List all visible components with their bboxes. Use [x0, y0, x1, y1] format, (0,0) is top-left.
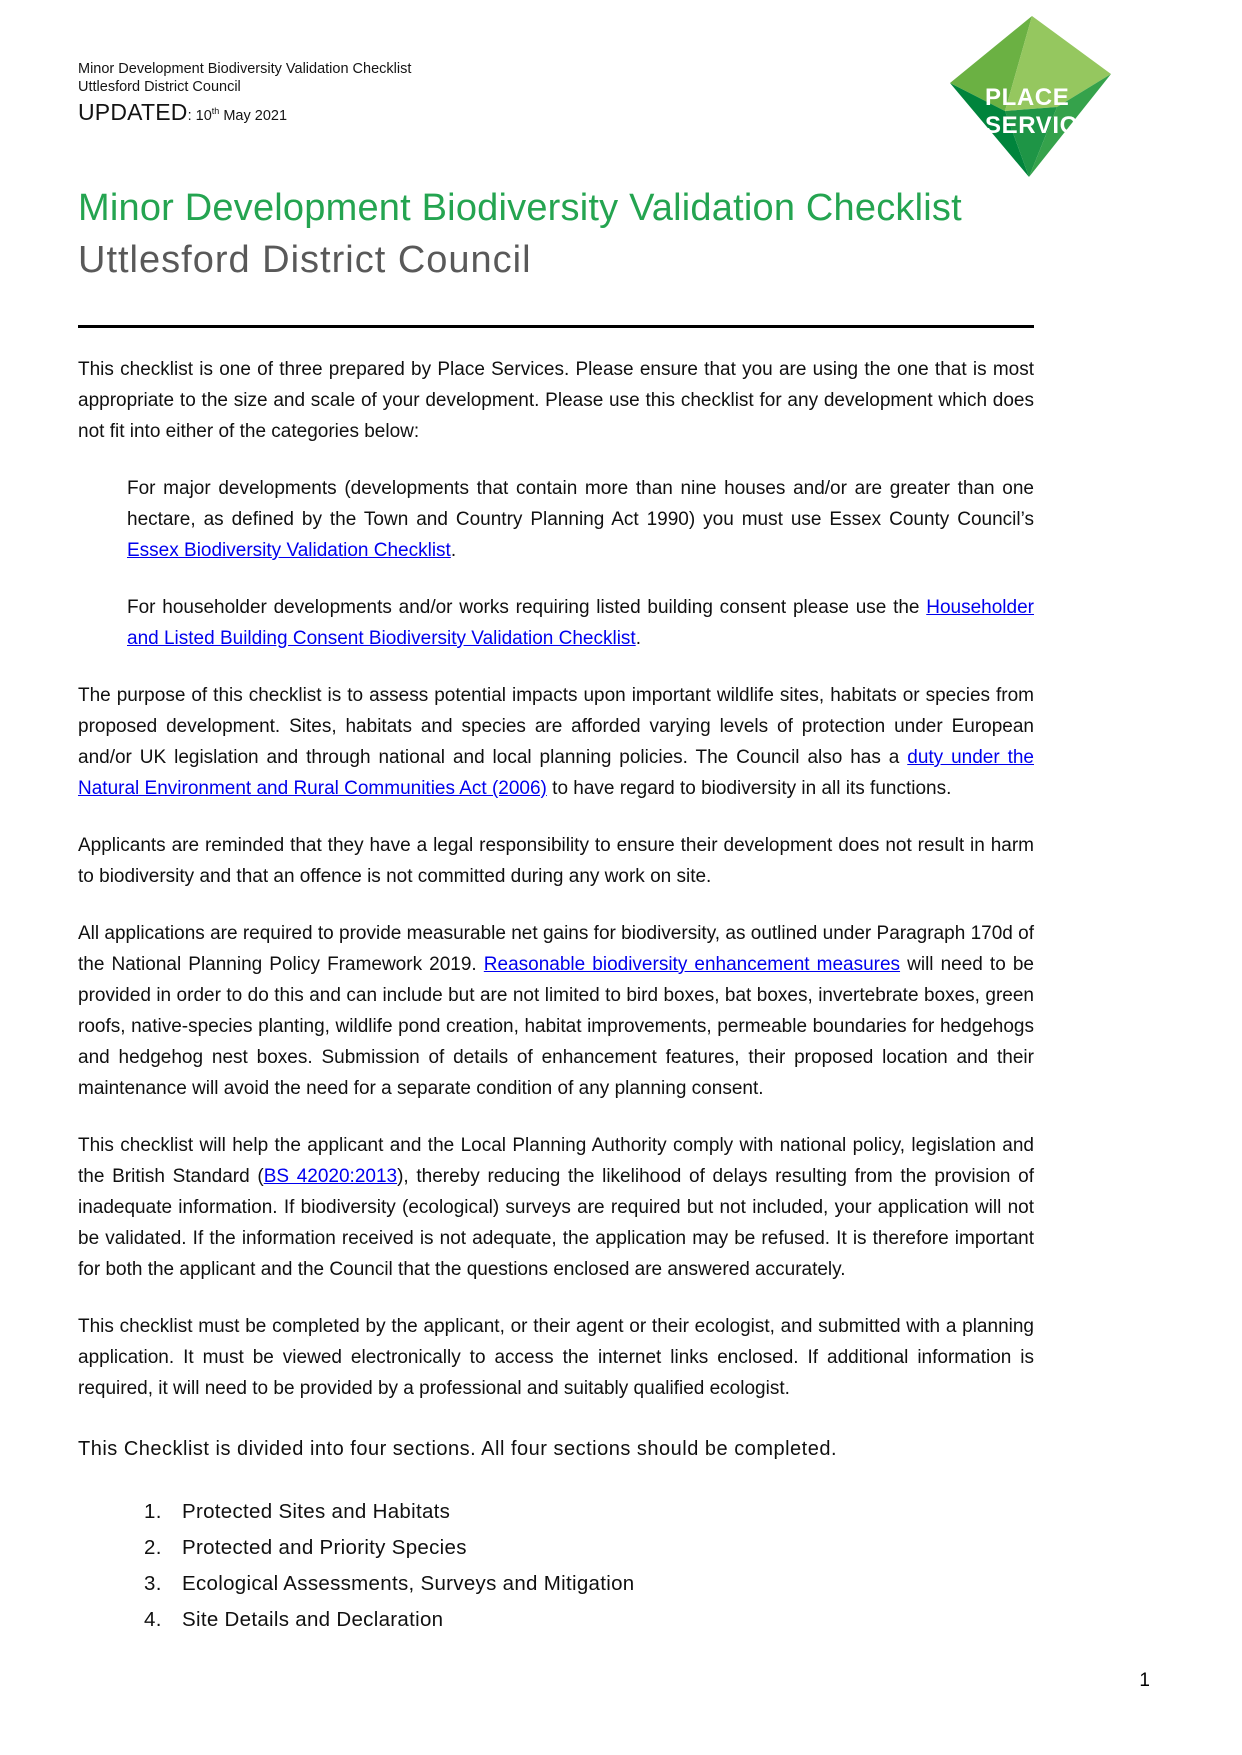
updated-date-ordinal: th [211, 106, 220, 116]
purpose-text-post: to have regard to biodiversity in all its functions. [546, 778, 952, 799]
page-title: Minor Development Biodiversity Validation Checklist [78, 187, 962, 229]
page-number: 1 [1139, 1670, 1150, 1691]
completion-paragraph: This checklist must be completed by the applicant, or their agent or their ecologist, and submitted with a planning application. It must be viewed electronically to access the internet links enclosed. If additional information is required, it will need to be provided by a professional and suitably qualified ecologist. [78, 1316, 1034, 1399]
meta-updated [78, 98, 411, 129]
logo-word-place: PLACE [985, 84, 1070, 111]
section-label: Protected and Priority Species [182, 1536, 467, 1559]
essex-biodiversity-checklist-link[interactable]: Essex Biodiversity Validation Checklist [127, 540, 451, 561]
page-subtitle: Uttlesford District Council [78, 239, 532, 281]
meta-title: Minor Development Biodiversity Validation Checklist [78, 61, 412, 77]
major-text-pre: For major developments (developments that contain more than nine houses and/or are greater than one hectare, as defined by the Town and Country Planning Act 1990) you must use Essex County Council’s [127, 478, 1034, 530]
purpose-paragraph [78, 680, 1034, 804]
section-item-protected-sites [144, 1499, 1034, 1525]
standard-text-pre: This checklist will help the applicant and the Local Planning Authority comply with national policy, legislation and the British Standard ( [78, 1135, 1034, 1187]
section-number: 1. [144, 1500, 162, 1523]
legal-responsibility-paragraph: Applicants are reminded that they have a legal responsibility to ensure their development does not result in harm to biodiversity and that an offence is not committed during any work on site. [78, 835, 1034, 887]
intro-paragraph: This checklist is one of three prepared by Place Services. Please ensure that you are using the one that is most appropriate to the size and scale of your development. Please use this checklist for any development which does not fit into either of the categories below: [78, 359, 1034, 442]
sections-heading: This Checklist is divided into four sections. All four sections should be completed. [78, 1438, 838, 1460]
meta-council: Uttlesford District Council [78, 79, 241, 95]
enhancement-measures-link[interactable]: Reasonable biodiversity enhancement measures [483, 954, 901, 975]
title-divider [78, 325, 1034, 328]
section-item-protected-species [144, 1535, 1034, 1561]
householder-checklist-link[interactable]: Householder and Listed Building Consent Biodiversity Validation Checklist [127, 597, 1034, 649]
bs-42020-link[interactable]: BS 42020:2013 [263, 1166, 398, 1187]
major-developments-paragraph [127, 473, 1034, 566]
standard-text-post: ), thereby reducing the likelihood of delays resulting from the provision of inadequate information. If biodiversity (ecological) surveys are required but not included, your application will not be validated. If the information received is not adequate, the application may be refused. It is therefore important for both the applicant and the Council that the questions enclosed are answered accurately. [78, 1166, 1034, 1280]
section-number: 3. [144, 1572, 162, 1595]
householder-text-post: . [635, 628, 641, 649]
document-meta [78, 60, 411, 129]
purpose-text-pre: The purpose of this checklist is to assess potential impacts upon important wildlife sites, habitats or species from proposed development. Sites, habitats and species are afforded varying levels of protection under European and/or UK legislation and through national and local planning policies. The Council also has a [78, 685, 1034, 768]
section-number: 2. [144, 1536, 162, 1559]
section-number: 4. [144, 1608, 162, 1631]
net-gains-paragraph [78, 918, 1034, 1104]
section-item-ecological-assessments [144, 1571, 1034, 1597]
householder-paragraph [127, 592, 1034, 654]
document-body [78, 183, 1034, 1643]
british-standard-paragraph [78, 1130, 1034, 1285]
nerc-act-duty-link[interactable]: duty under the Natural Environment and Rural Communities Act (2006) [78, 747, 1034, 799]
netgain-text-pre: All applications are required to provide measurable net gains for biodiversity, as outlined under Paragraph 170d of the National Planning Policy Framework 2019. [78, 923, 1034, 975]
section-item-site-details [144, 1607, 1034, 1633]
updated-date-suffix: May 2021 [219, 108, 288, 124]
logo-wordmark [985, 84, 1111, 140]
section-label: Site Details and Declaration [182, 1608, 444, 1631]
householder-text-pre: For householder developments and/or works requiring listed building consent please use the [127, 597, 927, 618]
updated-date-prefix: : 10 [187, 108, 212, 124]
updated-label: UPDATED [78, 99, 188, 125]
sections-list [144, 1499, 1034, 1633]
netgain-text-post: will need to be provided in order to do this and can include but are not limited to bird boxes, bat boxes, invertebrate boxes, green roofs, native-species planting, wildlife pond creation, habitat improvements, permeable boundaries for hedgehogs and hedgehog nest boxes. Submission of details of enhancement features, their proposed location and their maintenance will avoid the need for a separate condition of any planning consent. [78, 954, 1034, 1099]
logo-word-services: SERVICES [985, 112, 1111, 139]
section-label: Ecological Assessments, Surveys and Mitigation [182, 1572, 635, 1595]
major-text-post: . [450, 540, 457, 561]
place-services-logo [941, 14, 1119, 182]
section-label: Protected Sites and Habitats [182, 1500, 451, 1523]
